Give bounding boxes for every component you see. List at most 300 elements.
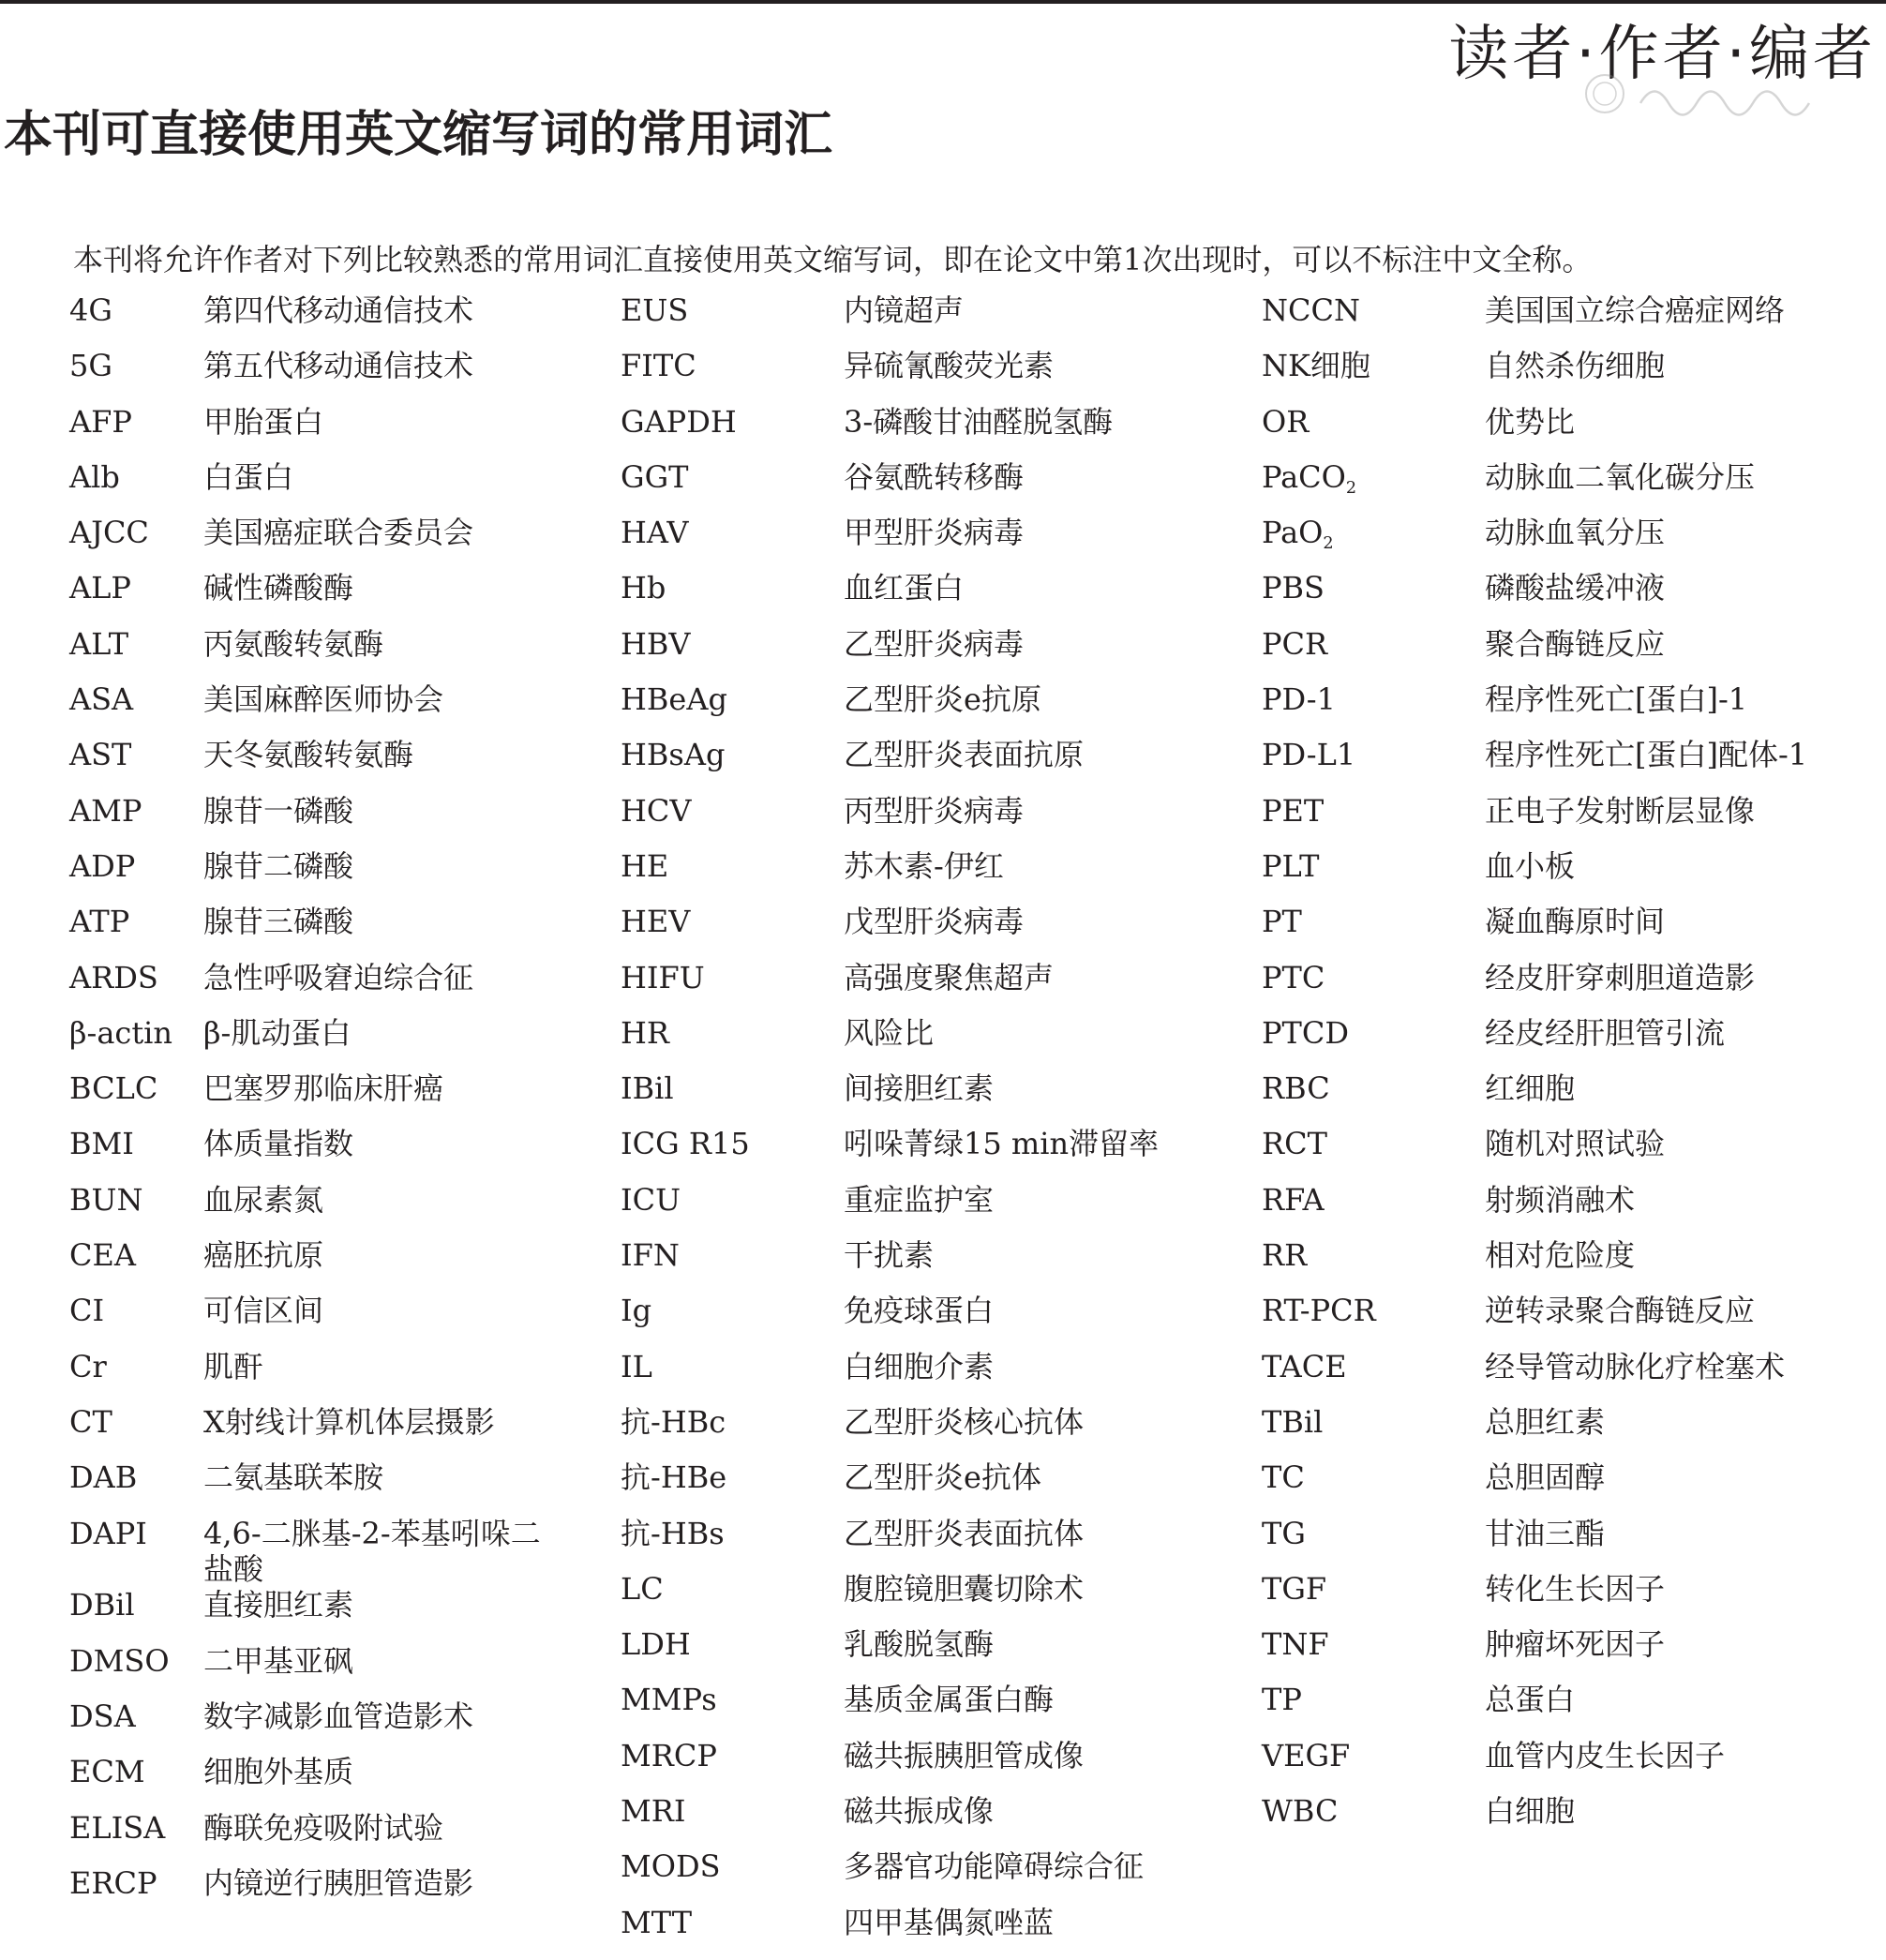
abbreviation-text: HEV [621, 904, 691, 940]
entry-full-term: 高强度聚焦超声 [844, 959, 1055, 995]
entry-full-term: 谷氨酰转移酶 [844, 458, 1025, 495]
glossary-entry [69, 681, 594, 737]
entry-full-term: 逆转录聚合酶链反应 [1485, 1293, 1756, 1329]
abbreviation-text: RR [1262, 1237, 1308, 1274]
abbreviation-text: PLT [1262, 847, 1320, 884]
glossary-entry [69, 1865, 594, 1921]
entry-full-term: 甲型肝炎病毒 [844, 515, 1025, 551]
glossary-entry [621, 960, 1220, 1015]
abbreviation-text: TG [1262, 1515, 1306, 1551]
entry-full-term: 干扰素 [844, 1237, 935, 1274]
abbreviation-subscript: 2 [1323, 534, 1334, 554]
entry-abbreviation [621, 1349, 844, 1384]
entry-full-term: 磁共振胰胆管成像 [844, 1737, 1085, 1773]
abbreviation-text: 抗-HBe [621, 1459, 727, 1496]
entry-full-term: 3-磷酸甘油醛脱氢酶 [844, 403, 1114, 440]
abbreviation-text: TACE [1262, 1348, 1347, 1384]
entry-abbreviation [621, 681, 844, 717]
entry-full-term: 肌酐 [203, 1348, 264, 1384]
entry-full-term: 免疫球蛋白 [844, 1293, 995, 1329]
abbreviation-text: ALP [69, 570, 131, 606]
glossary-entry [69, 292, 594, 348]
entry-abbreviation [1262, 292, 1485, 328]
entry-full-term: 乙型肝炎e抗原 [844, 681, 1041, 718]
entry-abbreviation [621, 348, 844, 383]
glossary-entry [1262, 1626, 1880, 1682]
entry-abbreviation [69, 848, 203, 884]
abbreviation-text: VEGF [1262, 1737, 1351, 1773]
glossary-entry [621, 681, 1220, 737]
abbreviation-text: IL [621, 1348, 652, 1384]
page-title: 本刊可直接使用英文缩写词的常用词汇 [4, 107, 833, 163]
glossary-entry [1262, 292, 1880, 348]
glossary-entry [69, 1349, 594, 1404]
abbreviation-text: RBC [1262, 1070, 1330, 1107]
abbreviation-text: MMPs [621, 1682, 717, 1718]
entry-abbreviation [621, 1682, 844, 1717]
abbreviation-text: FITC [621, 348, 696, 384]
glossary-entry [621, 1626, 1220, 1682]
abbreviation-text: HBeAg [621, 681, 727, 718]
glossary-entry [69, 1126, 594, 1181]
glossary-entry [1262, 960, 1880, 1015]
glossary-entry [621, 1848, 1220, 1904]
entry-full-term: 转化生长因子 [1485, 1570, 1666, 1607]
glossary-entry [1262, 737, 1880, 792]
entry-full-term: 经导管动脉化疗栓塞术 [1485, 1348, 1786, 1384]
entry-abbreviation [69, 1293, 203, 1328]
journal-watermark-seal [1584, 66, 1837, 122]
abbreviation-text: RFA [1262, 1181, 1325, 1218]
entry-abbreviation [69, 904, 203, 939]
entry-full-term: 腹腔镜胆囊切除术 [844, 1570, 1085, 1607]
glossary-entry [1262, 515, 1880, 570]
entry-abbreviation [621, 292, 844, 328]
glossary-entry [621, 515, 1220, 570]
entry-abbreviation [69, 960, 203, 995]
entry-full-term: 甘油三酯 [1485, 1515, 1606, 1551]
entry-abbreviation [1262, 1126, 1485, 1161]
entry-full-term: 重症监护室 [844, 1181, 995, 1218]
glossary-entry [69, 904, 594, 959]
glossary-entry [1262, 626, 1880, 681]
abbreviation-text: HCV [621, 792, 692, 829]
abbreviation-text: EUS [621, 292, 689, 328]
entry-full-term: 天冬氨酸转氨酶 [203, 737, 414, 773]
entry-full-term: 凝血酶原时间 [1485, 904, 1666, 940]
abbreviation-text: ERCP [69, 1864, 157, 1901]
entry-full-term: 细胞外基质 [203, 1754, 354, 1790]
entry-full-term: 程序性死亡[蛋白]-1 [1485, 681, 1748, 718]
glossary-entry [69, 1293, 594, 1348]
glossary-entry [1262, 681, 1880, 737]
abbreviation-text: HE [621, 847, 669, 884]
abbreviation-text: 抗-HBs [621, 1515, 725, 1551]
entry-abbreviation [621, 1237, 844, 1273]
entry-full-term: 程序性死亡[蛋白]配体-1 [1485, 737, 1808, 773]
section-label: 读者·作者·编者 [1448, 20, 1877, 89]
entry-full-term: 自然杀伤细胞 [1485, 348, 1666, 384]
glossary-entry [1262, 459, 1880, 515]
entry-abbreviation [69, 1015, 203, 1051]
entry-full-term: 磁共振成像 [844, 1793, 995, 1830]
entry-abbreviation [1262, 1516, 1485, 1551]
abbreviation-text: Cr [69, 1348, 107, 1384]
glossary-entry [69, 960, 594, 1015]
entry-abbreviation [621, 904, 844, 939]
abbreviation-text: CT [69, 1403, 112, 1440]
entry-abbreviation [621, 1182, 844, 1218]
abbreviation-text: RCT [1262, 1126, 1327, 1162]
abbreviation-text: ECM [69, 1754, 145, 1790]
abbreviation-text: Hb [621, 570, 666, 606]
abbreviation-text: Ig [621, 1293, 652, 1329]
entry-full-term: 白细胞 [1485, 1793, 1576, 1830]
entry-abbreviation [1262, 1459, 1485, 1495]
entry-abbreviation [1262, 515, 1485, 554]
entry-abbreviation [1262, 960, 1485, 995]
entry-abbreviation [69, 1182, 203, 1218]
abbreviation-text: PBS [1262, 570, 1325, 606]
entry-abbreviation [621, 1738, 844, 1773]
entry-full-term: 碱性磷酸酶 [203, 570, 354, 606]
glossary-entry [1262, 1182, 1880, 1237]
abbreviation-text: OR [1262, 403, 1310, 440]
entry-full-term: 白蛋白 [203, 458, 294, 495]
abbreviation-text: HIFU [621, 959, 705, 995]
glossary-entry [621, 1459, 1220, 1515]
entry-full-term: 内镜逆行胰胆管造影 [203, 1864, 474, 1901]
glossary-entry [1262, 1459, 1880, 1515]
entry-full-term: 可信区间 [203, 1293, 324, 1329]
glossary-entry [621, 459, 1220, 515]
entry-abbreviation [1262, 1571, 1485, 1607]
glossary-entry [1262, 1126, 1880, 1181]
entry-full-term: 异硫氰酸荧光素 [844, 348, 1055, 384]
entry-abbreviation [69, 1587, 203, 1623]
abbreviation-text: WBC [1262, 1793, 1339, 1830]
glossary-entry [621, 626, 1220, 681]
glossary-entry [1262, 348, 1880, 403]
entry-abbreviation [621, 793, 844, 829]
entry-abbreviation [1262, 904, 1485, 939]
entry-abbreviation [1262, 1182, 1485, 1218]
entry-full-term: X射线计算机体层摄影 [203, 1403, 495, 1440]
glossary-entry [621, 737, 1220, 792]
abbreviation-text: β-actin [69, 1014, 173, 1051]
abbreviation-text: MTT [621, 1904, 693, 1940]
entry-full-term: 美国癌症联合委员会 [203, 515, 474, 551]
abbreviation-text: BCLC [69, 1070, 158, 1107]
abbreviation-text: TP [1262, 1682, 1302, 1718]
entry-full-term: 总胆红素 [1485, 1403, 1606, 1440]
abbreviation-text: ICG R15 [621, 1126, 750, 1162]
glossary-entry [1262, 404, 1880, 459]
entry-full-term: 乙型肝炎表面抗体 [844, 1515, 1085, 1551]
entry-full-term: 随机对照试验 [1485, 1126, 1666, 1162]
abbreviation-text: RT-PCR [1262, 1293, 1376, 1329]
entry-full-term: 二氨基联苯胺 [203, 1459, 384, 1496]
entry-abbreviation [69, 1865, 203, 1901]
entry-abbreviation [69, 1810, 203, 1846]
abbreviation-text: PD-L1 [1262, 737, 1356, 773]
abbreviation-text: DBil [69, 1587, 135, 1623]
entry-full-term: 腺苷三磷酸 [203, 904, 354, 940]
entry-abbreviation [69, 1237, 203, 1273]
entry-abbreviation [1262, 1626, 1485, 1662]
entry-full-term: 第四代移动通信技术 [203, 292, 474, 328]
abbreviation-text: DAB [69, 1459, 138, 1496]
entry-abbreviation [69, 793, 203, 829]
abbreviation-text: CEA [69, 1237, 136, 1274]
entry-full-term: 肿瘤坏死因子 [1485, 1626, 1666, 1663]
glossary-entry [621, 1516, 1220, 1571]
abbreviation-text: TC [1262, 1459, 1305, 1496]
glossary-entry [621, 793, 1220, 848]
entry-abbreviation [69, 1070, 203, 1106]
abbreviation-text: 5G [69, 348, 112, 384]
entry-full-term: 间接胆红素 [844, 1070, 995, 1107]
abbreviation-text: CI [69, 1293, 105, 1329]
abbreviation-text: MODS [621, 1848, 721, 1885]
entry-abbreviation [1262, 348, 1485, 383]
glossary-entry [621, 1126, 1220, 1181]
entry-full-term: β-肌动蛋白 [203, 1014, 352, 1051]
glossary-entry [621, 848, 1220, 904]
entry-full-term: 酶联免疫吸附试验 [203, 1809, 444, 1846]
entry-full-term: 血小板 [1485, 847, 1576, 884]
entry-abbreviation [621, 737, 844, 772]
abbreviation-text: TNF [1262, 1626, 1329, 1663]
entry-full-term: 总胆固醇 [1485, 1459, 1606, 1496]
abbreviation-text: AST [69, 737, 132, 773]
entry-full-term: 血管内皮生长因子 [1485, 1737, 1726, 1773]
entry-full-term: 优势比 [1485, 403, 1576, 440]
entry-abbreviation [69, 1643, 203, 1679]
abbreviation-text: DMSO [69, 1642, 170, 1679]
entry-abbreviation [621, 1459, 844, 1495]
glossary-entry [1262, 570, 1880, 625]
entry-abbreviation [621, 570, 844, 606]
abbreviation-text: TBil [1262, 1403, 1324, 1440]
abbreviation-text: NCCN [1262, 292, 1360, 328]
glossary-entry [69, 1237, 594, 1293]
glossary-entry [69, 1587, 594, 1642]
entry-abbreviation [69, 1516, 203, 1551]
entry-abbreviation [1262, 570, 1485, 606]
entry-abbreviation [621, 1126, 844, 1161]
entry-full-term: 相对危险度 [1485, 1237, 1636, 1274]
glossary-entry [1262, 1070, 1880, 1126]
entry-abbreviation [1262, 404, 1485, 440]
entry-full-term: 射频消融术 [1485, 1181, 1636, 1218]
entry-abbreviation [1262, 848, 1485, 884]
glossary-entry [69, 1643, 594, 1698]
entry-full-term: 多器官功能障碍综合征 [844, 1848, 1145, 1885]
entry-full-term: 乳酸脱氢酶 [844, 1626, 995, 1663]
intro-paragraph: 本刊将允许作者对下列比较熟悉的常用词汇直接使用英文缩写词，即在论文中第1次出现时，可以不标注中文全称。 [73, 242, 1593, 277]
entry-abbreviation [1262, 793, 1485, 829]
glossary-entry [69, 515, 594, 570]
entry-full-term: 苏木素-伊红 [844, 847, 1004, 884]
entry-abbreviation [1262, 626, 1485, 662]
entry-abbreviation [621, 1848, 844, 1884]
entry-full-term: 戊型肝炎病毒 [844, 904, 1025, 940]
entry-abbreviation [621, 1404, 844, 1440]
entry-abbreviation [69, 459, 203, 495]
entry-abbreviation [1262, 1738, 1485, 1773]
entry-abbreviation [1262, 1293, 1485, 1328]
entry-abbreviation [69, 626, 203, 662]
glossary-entry [69, 1810, 594, 1865]
entry-abbreviation [69, 515, 203, 550]
entry-abbreviation [69, 1754, 203, 1789]
entry-full-term: 美国麻醉医师协会 [203, 681, 444, 718]
entry-full-term: 丙型肝炎病毒 [844, 792, 1025, 829]
entry-abbreviation [621, 1293, 844, 1328]
entry-abbreviation [621, 1571, 844, 1607]
abbreviation-text: LDH [621, 1626, 691, 1663]
entry-abbreviation [69, 1698, 203, 1734]
entry-full-term: 经皮经肝胆管引流 [1485, 1014, 1726, 1051]
abbreviation-text: BUN [69, 1181, 143, 1218]
glossary-entry [621, 404, 1220, 459]
entry-abbreviation [1262, 1682, 1485, 1717]
abbreviation-text: GAPDH [621, 403, 737, 440]
abbreviation-text: Alb [69, 458, 120, 495]
entry-full-term: 直接胆红素 [203, 1587, 354, 1623]
abbreviation-text: PaCO [1262, 458, 1346, 495]
abbreviation-text: ALT [69, 625, 129, 662]
abbreviation-text: PET [1262, 792, 1325, 829]
entry-full-term: 二甲基亚砜 [203, 1642, 354, 1679]
glossary-entry [1262, 1237, 1880, 1293]
abbreviation-text: IBil [621, 1070, 674, 1107]
entry-abbreviation [69, 681, 203, 717]
entry-abbreviation [1262, 1349, 1485, 1384]
abbreviation-text: AMP [69, 792, 142, 829]
glossary-entry [69, 1015, 594, 1070]
entry-abbreviation [621, 1626, 844, 1662]
entry-abbreviation [621, 1793, 844, 1829]
entry-abbreviation [621, 515, 844, 550]
entry-full-term: 巴塞罗那临床肝癌 [203, 1070, 444, 1107]
glossary-entry [69, 1459, 594, 1515]
glossary-entry [621, 1293, 1220, 1348]
abbreviation-text: ADP [69, 847, 136, 884]
entry-abbreviation [1262, 1237, 1485, 1273]
entry-full-term: 血尿素氮 [203, 1181, 324, 1218]
entry-abbreviation [1262, 1793, 1485, 1829]
abbreviation-text: GGT [621, 458, 689, 495]
glossary-entry [69, 626, 594, 681]
glossary-entry [1262, 1293, 1880, 1348]
glossary-entry [69, 1698, 594, 1754]
entry-full-term: 内镜超声 [844, 292, 965, 328]
abbreviation-text: ICU [621, 1181, 681, 1218]
glossary-entry [69, 737, 594, 792]
entry-abbreviation [621, 1905, 844, 1940]
entry-abbreviation [69, 292, 203, 328]
entry-full-term: 正电子发射断层显像 [1485, 792, 1756, 829]
entry-full-term: 体质量指数 [203, 1126, 354, 1162]
abbreviation-text: DAPI [69, 1515, 147, 1551]
entry-full-term: 4,6-二脒基-2-苯基吲哚二盐酸 [203, 1515, 541, 1587]
abbreviation-text: HAV [621, 515, 689, 551]
abbreviation-text: MRI [621, 1793, 686, 1830]
entry-abbreviation [69, 1459, 203, 1495]
entry-full-term: 磷酸盐缓冲液 [1485, 570, 1666, 606]
entry-full-term: 癌胚抗原 [203, 1237, 324, 1274]
abbreviation-text: PaO [1262, 515, 1324, 551]
abbreviation-text: HBsAg [621, 737, 726, 773]
entry-abbreviation [621, 404, 844, 440]
entry-full-term: 美国国立综合癌症网络 [1485, 292, 1786, 328]
abbreviation-text: DSA [69, 1698, 136, 1734]
entry-abbreviation [69, 404, 203, 440]
entry-full-term: 乙型肝炎e抗体 [844, 1459, 1041, 1496]
glossary-entry [621, 904, 1220, 959]
entry-abbreviation [69, 570, 203, 606]
glossary-entry [1262, 1793, 1880, 1848]
abbreviation-text: AFP [69, 403, 132, 440]
entry-abbreviation [621, 459, 844, 495]
glossary-entry [621, 1015, 1220, 1070]
glossary-entry [621, 1905, 1220, 1960]
entry-full-term: 甲胎蛋白 [203, 403, 324, 440]
entry-full-term: 乙型肝炎病毒 [844, 625, 1025, 662]
abbreviation-text: PCR [1262, 625, 1328, 662]
glossary-entry [1262, 793, 1880, 848]
glossary-entry [1262, 848, 1880, 904]
glossary-column-3 [1262, 292, 1880, 1848]
entry-full-term: 动脉血二氧化碳分压 [1485, 458, 1756, 495]
glossary-entry [69, 1070, 594, 1126]
entry-abbreviation [1262, 737, 1485, 772]
abbreviation-text: NK细胞 [1262, 348, 1370, 384]
abbreviation-text: BMI [69, 1126, 134, 1162]
entry-full-term: 丙氨酸转氨酶 [203, 625, 384, 662]
entry-abbreviation [1262, 1070, 1485, 1106]
glossary-entry [621, 1738, 1220, 1793]
entry-full-term: 第五代移动通信技术 [203, 348, 474, 384]
entry-full-term: 基质金属蛋白酶 [844, 1682, 1055, 1718]
abbreviation-text: ATP [69, 904, 130, 940]
entry-full-term: 数字减影血管造影术 [203, 1698, 474, 1734]
glossary-entry [69, 793, 594, 848]
entry-abbreviation [69, 1404, 203, 1440]
entry-abbreviation [621, 1516, 844, 1551]
entry-full-term: 吲哚菁绿15 min滞留率 [844, 1126, 1160, 1162]
glossary-entry [69, 459, 594, 515]
entry-full-term: 乙型肝炎表面抗原 [844, 737, 1085, 773]
glossary-entry [1262, 1404, 1880, 1459]
glossary-entry [69, 404, 594, 459]
glossary-entry [69, 348, 594, 403]
entry-abbreviation [1262, 1015, 1485, 1051]
glossary-entry [69, 570, 594, 625]
glossary-entry [1262, 1571, 1880, 1626]
top-rule [0, 0, 1886, 4]
abbreviation-text: 抗-HBc [621, 1403, 726, 1440]
glossary-entry [1262, 1738, 1880, 1793]
entry-abbreviation [621, 626, 844, 662]
abbreviation-text: PTCD [1262, 1014, 1350, 1051]
glossary-entry [621, 1182, 1220, 1237]
glossary-entry [69, 1516, 594, 1588]
entry-abbreviation [69, 737, 203, 772]
abbreviation-text: MRCP [621, 1737, 717, 1773]
